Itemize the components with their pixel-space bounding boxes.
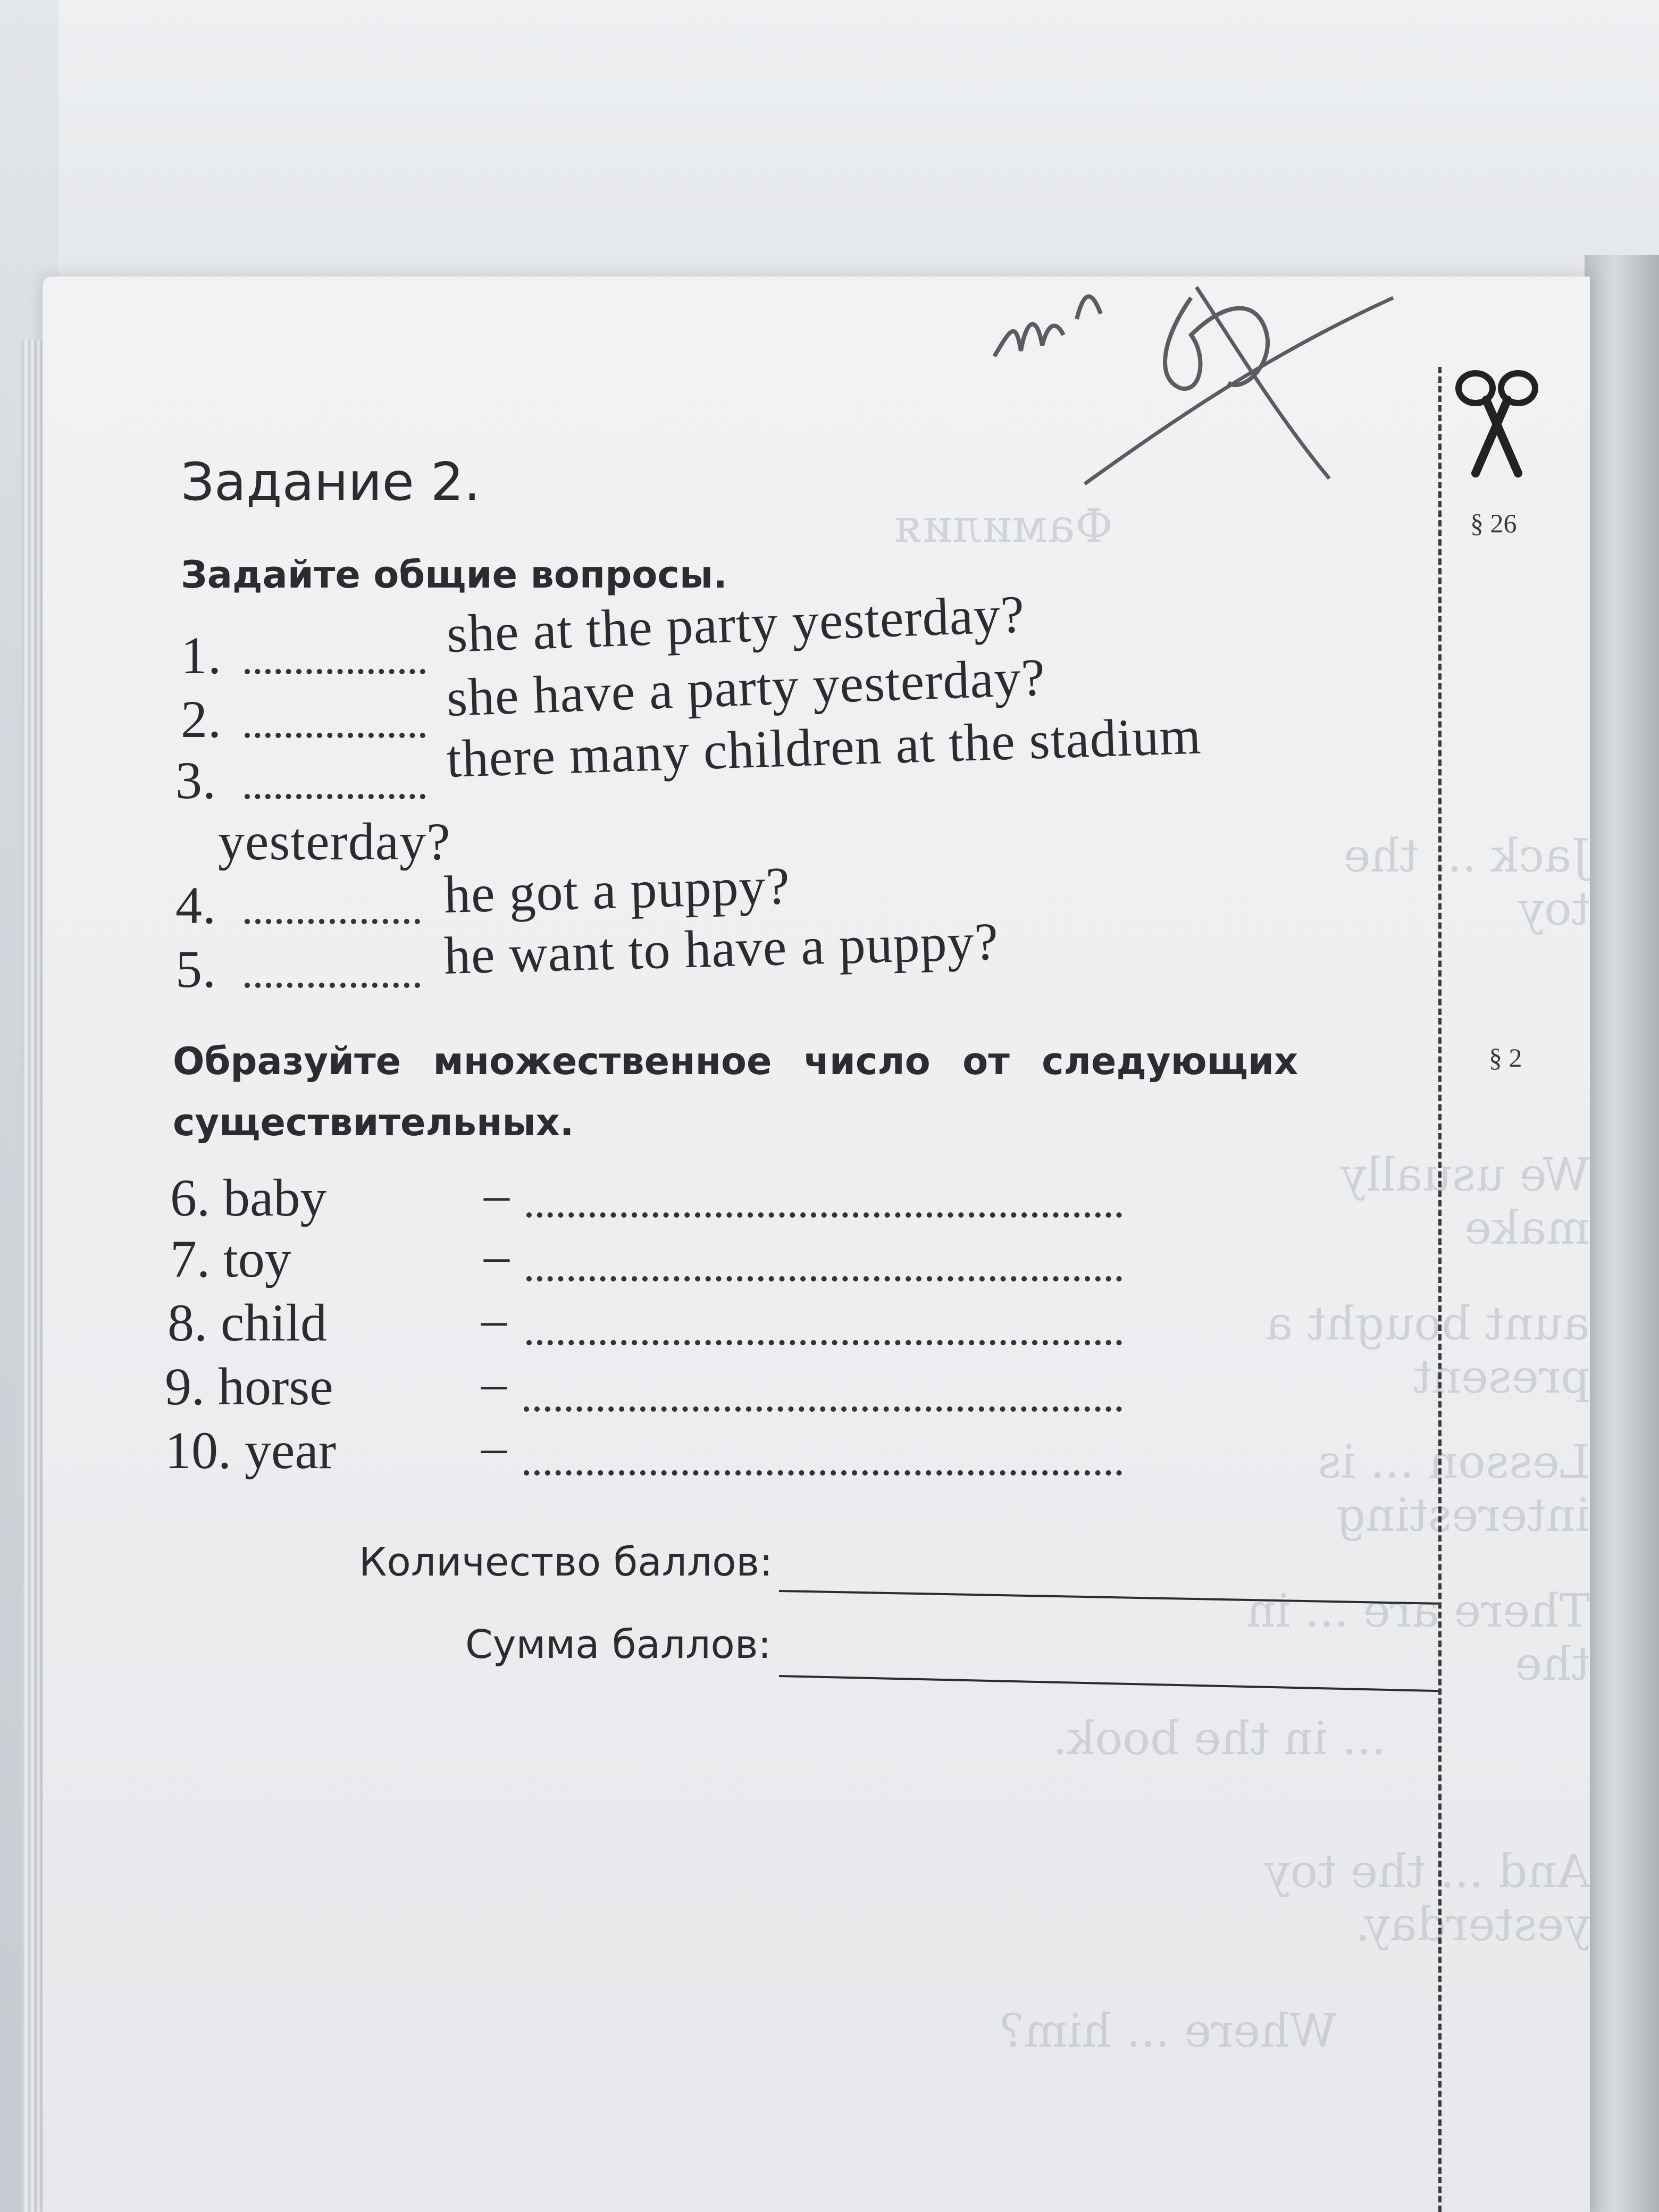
total-label: Сумма баллов:	[465, 1622, 772, 1668]
answer-blank[interactable]	[524, 1470, 1122, 1476]
section2-instruction-cont: существительных.	[173, 1101, 574, 1144]
show-through: And ... the toy yesterday.	[1264, 1845, 1590, 1951]
question-text: she at the party yesterday?	[446, 584, 1026, 664]
answer-blank[interactable]	[245, 983, 420, 988]
cut-line	[1438, 367, 1442, 2212]
question-number: 2.	[181, 690, 222, 749]
answer-blank[interactable]	[245, 733, 425, 738]
paragraph-ref-2: § 2	[1489, 1043, 1522, 1073]
question-number: 1.	[181, 626, 222, 685]
answer-blank[interactable]	[524, 1406, 1122, 1412]
dash: –	[484, 1227, 509, 1284]
show-through: There are ... in the	[1246, 1585, 1590, 1691]
section2-instruction: Образуйте множественное число от следующих	[173, 1040, 1298, 1083]
question-text: she have a party yesterday?	[446, 647, 1046, 727]
handwritten-mark	[978, 255, 1457, 521]
dash: –	[481, 1354, 507, 1411]
question-number: 3.	[175, 751, 216, 810]
answer-blank[interactable]	[526, 1340, 1122, 1345]
show-through: We usually make	[1340, 1149, 1590, 1255]
answer-blank[interactable]	[245, 794, 425, 799]
show-through: ... in the book.	[1053, 1712, 1386, 1765]
show-through: Jack ... the toy	[1343, 830, 1590, 936]
noun-item: 7. toy	[170, 1229, 291, 1288]
question-text: there many children at the stadium	[446, 706, 1202, 789]
show-through: aunt bought a present	[1266, 1297, 1590, 1404]
noun-item: 9. horse	[165, 1357, 333, 1416]
answer-blank[interactable]	[245, 669, 425, 674]
noun-item: 10. year	[165, 1421, 337, 1480]
show-through: Where ... him?	[1000, 2005, 1337, 2058]
answer-blank[interactable]	[526, 1276, 1122, 1281]
answer-blank[interactable]	[526, 1212, 1122, 1218]
question-number: 4.	[175, 876, 216, 935]
paragraph-ref-26: § 26	[1470, 508, 1517, 538]
question-number: 5.	[175, 940, 216, 999]
section1-instruction: Задайте общие вопросы.	[181, 553, 727, 597]
dash: –	[484, 1166, 509, 1222]
answer-blank[interactable]	[245, 919, 420, 924]
points-label: Количество баллов:	[359, 1539, 773, 1585]
question-text: he want to have a puppy?	[443, 911, 1000, 985]
page-stack-edge	[1585, 255, 1659, 2212]
dash: –	[481, 1418, 507, 1475]
scissors-icon	[1452, 367, 1542, 484]
task-title: Задание 2.	[181, 452, 481, 513]
dash: –	[481, 1291, 507, 1347]
show-through: Lesson ... is interesting	[1318, 1436, 1590, 1542]
noun-item: 6. baby	[170, 1168, 327, 1227]
question-continuation: yesterday?	[218, 812, 451, 871]
show-through: Фамилия	[893, 500, 1113, 553]
noun-item: 8. child	[167, 1293, 327, 1352]
question-text: he got a puppy?	[443, 856, 791, 924]
